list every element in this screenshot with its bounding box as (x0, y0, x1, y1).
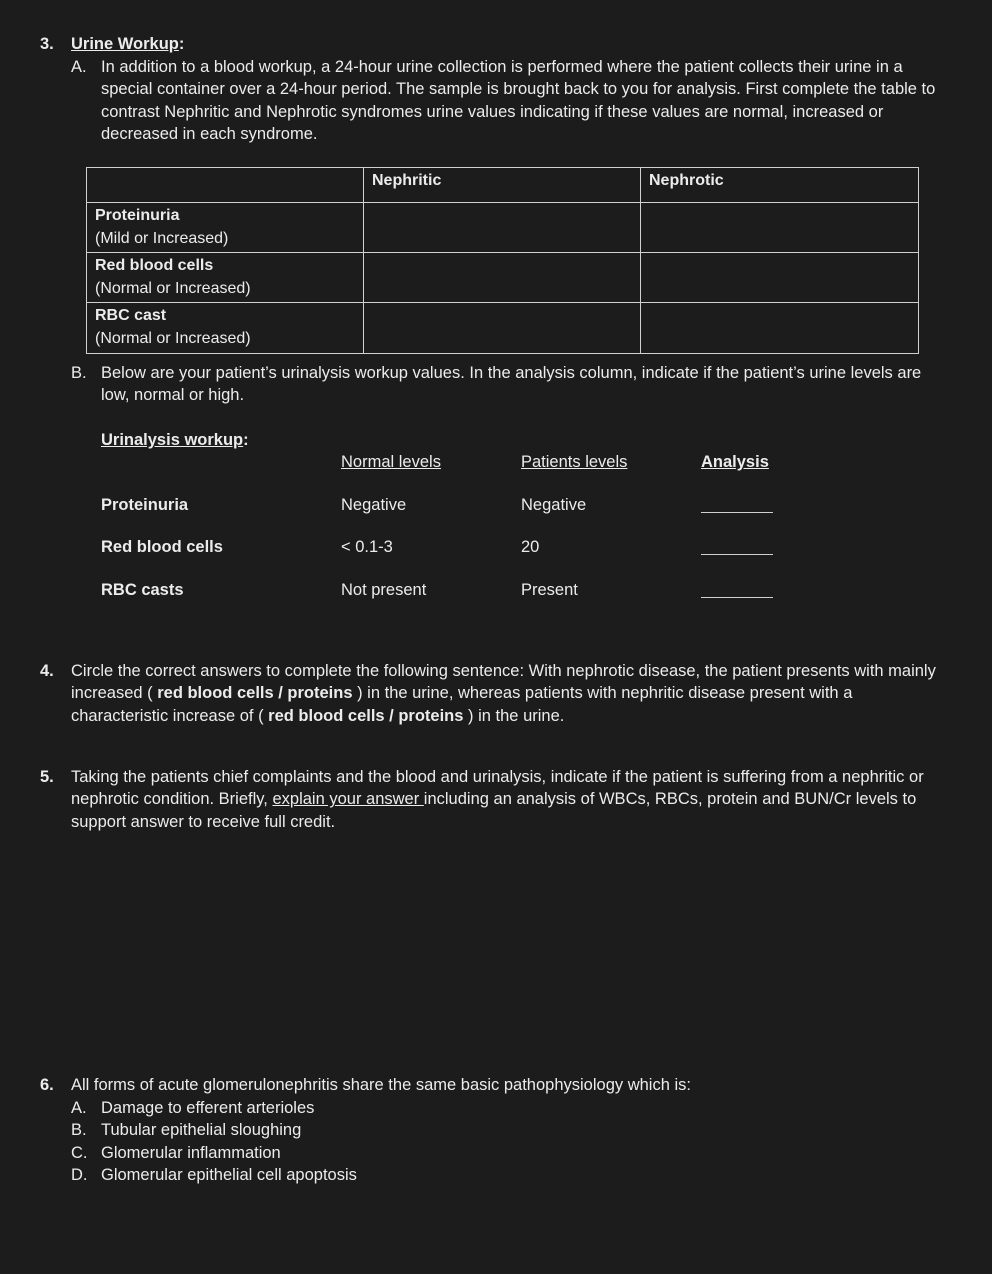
q5-underlined: explain your answer (272, 790, 424, 809)
q6-option-letter: A. (71, 1099, 87, 1117)
answer-cell-nephrotic-rbc[interactable] (641, 253, 919, 303)
answer-cell-nephritic-rbc[interactable] (364, 253, 641, 303)
table-header-nephrotic: Nephrotic (641, 168, 919, 203)
q6-option-letter: D. (71, 1166, 88, 1184)
q3a-letter: A. (71, 58, 87, 76)
row-label-cell (87, 253, 364, 303)
urinalysis-title-colon: : (243, 431, 249, 449)
col-normal-levels: Normal levels (341, 453, 441, 471)
analysis-blank-cast[interactable] (701, 597, 773, 598)
q5-number: 5. (40, 768, 54, 786)
answer-cell-nephrotic-proteinuria[interactable] (641, 203, 919, 253)
row-hint: (Mild or Increased) (95, 229, 229, 247)
syndrome-table (86, 167, 919, 354)
answer-cell-nephritic-cast[interactable] (364, 303, 641, 353)
table-row (87, 203, 919, 253)
q6-option-letter: B. (71, 1121, 87, 1139)
q4-choice-1[interactable]: red blood cells / proteins (157, 684, 353, 703)
q3b-text: Below are your patient’s urinalysis workup values. In the analysis column, indicate if the patient’s urine levels are low, normal or high. (101, 364, 922, 405)
ua-row-patient: Negative (521, 496, 587, 514)
ua-row-normal: < 0.1-3 (341, 538, 393, 556)
q3a-text: In addition to a blood workup, a 24-hour urine collection is performed where the patient collects their urine in a special container over a 24-hour period. The sample is brought back to you for analysis. First complete the table to contrast Nephritic and Nephrotic syndromes urine values indicating if these values are normal, increased or decreased in each syndrome. (101, 58, 936, 143)
col-analysis: Analysis (701, 453, 769, 471)
row-hint: (Normal or Increased) (95, 329, 251, 347)
ua-row-patient: 20 (521, 538, 540, 556)
q4-choice-2[interactable]: red blood cells / proteins (268, 706, 464, 725)
q3b-letter: B. (71, 364, 87, 382)
q3-title (71, 33, 184, 55)
q4-text-1: Circle the correct answers to complete the following sentence: With nephrotic disease, the patient presents with mainly increased ( (71, 662, 936, 703)
q4-text (71, 660, 939, 727)
row-label: RBC cast (95, 307, 167, 325)
urinalysis-title (101, 429, 249, 451)
q3-title-text: Urine Workup (71, 35, 179, 53)
row-label: Proteinuria (95, 207, 180, 224)
q4-number: 4. (40, 662, 54, 680)
q5-text (71, 766, 939, 833)
analysis-blank-proteinuria[interactable] (701, 512, 773, 513)
ua-row-patient: Present (521, 581, 578, 599)
q6-option-letter: C. (71, 1144, 88, 1162)
row-hint: (Normal or Increased) (95, 279, 251, 297)
ua-row-name: Proteinuria (101, 496, 189, 514)
urinalysis-title-text: Urinalysis workup (101, 431, 244, 449)
q6-option-b[interactable]: Tubular epithelial sloughing (101, 1121, 302, 1139)
table-header-empty (87, 168, 364, 203)
q3-title-colon: : (178, 35, 185, 53)
ua-row-normal: Negative (341, 496, 407, 514)
q5-text-1: Taking the patients chief complaints and the blood and urinalysis, indicate if the patient is suffering from a nephritic or nephrotic condition. Briefly, (71, 768, 924, 809)
q6-option-d[interactable]: Glomerular epithelial cell apoptosis (101, 1166, 357, 1184)
table-row (87, 303, 919, 353)
q6-text: All forms of acute glomerulonephritis share the same basic pathophysiology which is: (71, 1076, 691, 1094)
table-header-nephritic: Nephritic (364, 168, 641, 203)
q6-number: 6. (40, 1076, 54, 1094)
row-label-cell (87, 203, 364, 253)
analysis-blank-rbc[interactable] (701, 554, 773, 555)
answer-cell-nephritic-proteinuria[interactable] (364, 203, 641, 253)
ua-row-normal: Not present (341, 581, 427, 599)
q4-text-2: ) in the urine, whereas patients with nephritic disease present with a characteristic increase of ( (71, 684, 853, 725)
ua-row-name: Red blood cells (101, 538, 223, 556)
col-patient-levels: Patients levels (521, 453, 628, 471)
ua-row-name: RBC casts (101, 581, 184, 599)
q4-text-3: ) in the urine. (463, 706, 565, 725)
q5-text-2: including an analysis of WBCs, RBCs, protein and BUN/Cr levels to support answer to receive full credit. (71, 790, 917, 831)
q6-option-c[interactable]: Glomerular inflammation (101, 1144, 281, 1162)
answer-cell-nephrotic-cast[interactable] (641, 303, 919, 353)
row-label: Red blood cells (95, 257, 214, 275)
row-label-cell (87, 303, 364, 353)
q3-number: 3. (40, 35, 54, 53)
table-row (87, 253, 919, 303)
q6-option-a[interactable]: Damage to efferent arterioles (101, 1099, 315, 1117)
